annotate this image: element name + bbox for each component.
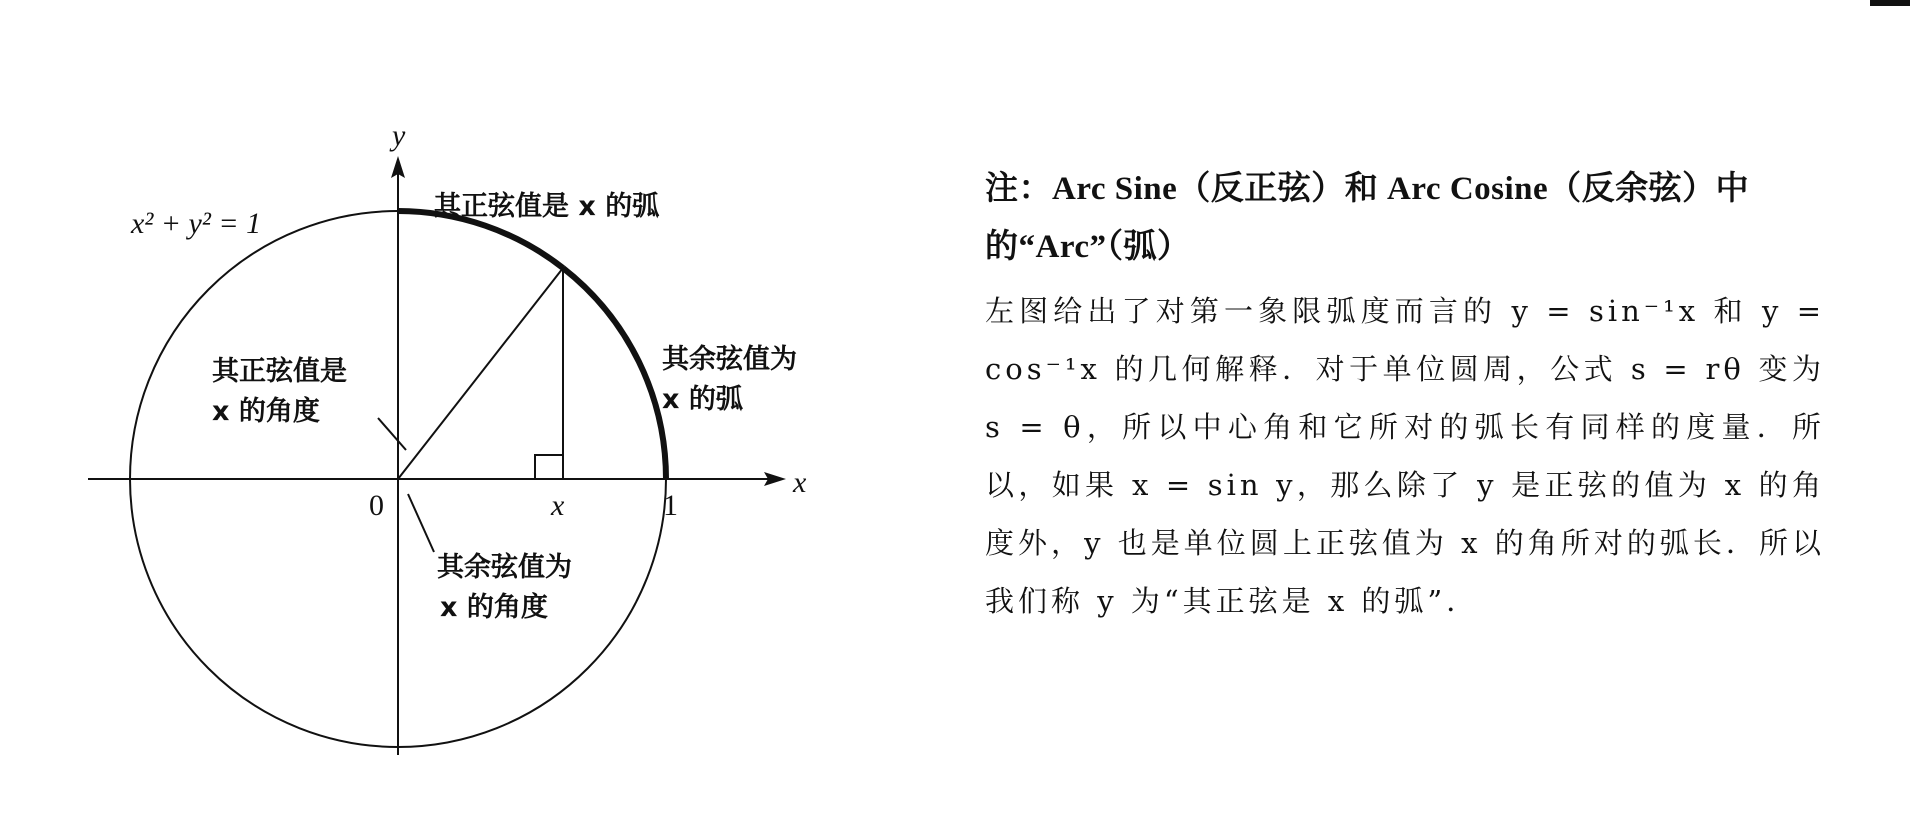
arc-cosine-arc-label-line2: x 的弧: [662, 384, 743, 415]
arc-sine-arc-label: 其正弦值是 x 的弧: [434, 191, 660, 222]
right-angle-mark: [535, 455, 563, 479]
radius-line: [398, 268, 563, 479]
cosine-angle-label-line2: x 的角度: [440, 592, 548, 623]
x-axis-label: x: [793, 466, 807, 499]
cosine-angle-pointer: [408, 494, 434, 552]
note-section: [985, 160, 1825, 630]
one-tick-label: 1: [663, 489, 678, 522]
arc-cosine-arc: [563, 268, 666, 479]
circle-equation: x² + y² = 1: [131, 207, 262, 240]
cosine-angle-label-line1: 其余弦值为: [437, 552, 572, 583]
arc-cosine-arc-label-line1: 其余弦值为: [662, 344, 797, 375]
note-body: 左图给出了对第一象限弧度而言的 y = sin⁻¹x 和 y = cos⁻¹x 的几何解释．对于单位圆周，公式 s = rθ 变为 s = θ，所以中心角和它所对的弧长有同样的度量．所以，如果 x = sin y，那么除了 y 是正弦的值为 x 的角度外，y 也是单位圆上正弦值为 x 的角所对的弧长．所以我们称 y 为“其正弦是 x 的弧”．: [985, 294, 1825, 618]
origin-label: 0: [369, 489, 384, 522]
page-corner-mark: [1870, 0, 1910, 6]
sine-angle-label-line1: 其正弦值是: [212, 356, 347, 387]
note-heading: 注：Arc Sine（反正弦）和 Arc Cosine（反余弦）中的“Arc”（弧）: [985, 171, 1750, 265]
sine-angle-pointer: [378, 418, 406, 450]
sine-angle-label-line2: x 的角度: [212, 396, 320, 427]
x-tick-label: x: [551, 489, 565, 522]
y-axis-label: y: [392, 119, 406, 152]
